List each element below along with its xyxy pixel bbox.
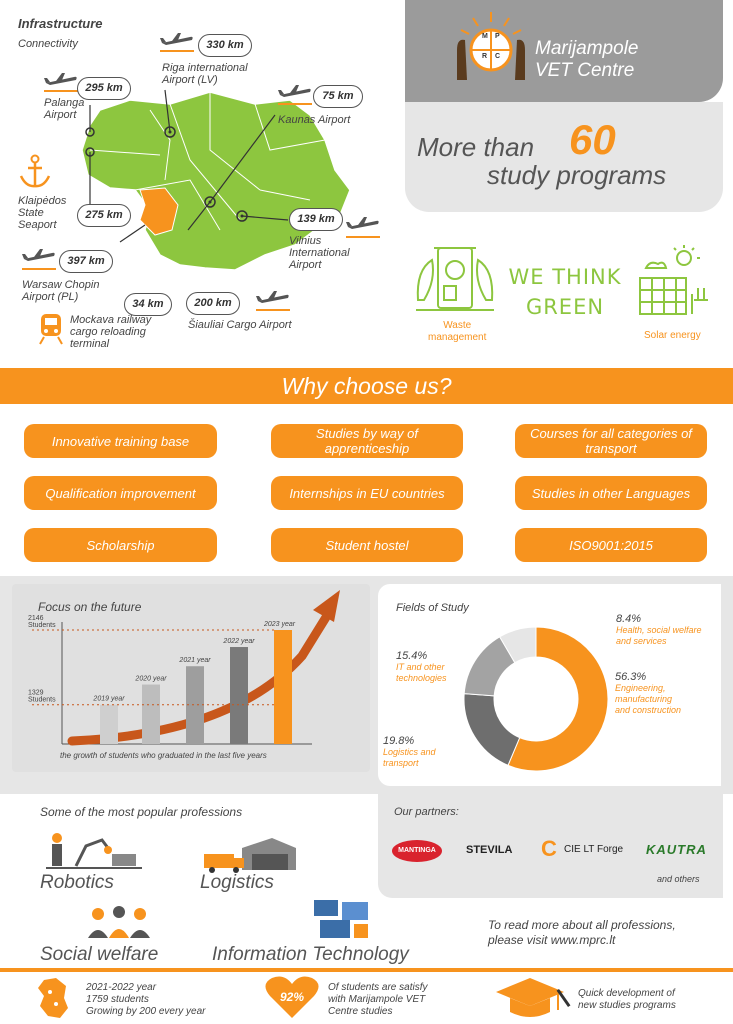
map-silhouette-icon <box>36 976 70 1020</box>
ref-label-1: Students <box>28 622 56 629</box>
bar-chart <box>12 584 370 772</box>
bar-5 <box>274 630 292 744</box>
bar-4 <box>230 647 248 744</box>
bar-label-3: 2021 year <box>179 657 211 665</box>
slice-label-health: 8.4% Health, social welfare and services <box>616 613 702 646</box>
waste-label: Waste management <box>428 320 487 343</box>
klaipeda-label: Klaipėdos State Seaport <box>18 195 67 231</box>
palanga-distance: 295 km <box>77 77 131 100</box>
programs-panel <box>405 102 723 212</box>
mockava-label: Mockava railway cargo reloading terminal <box>70 314 152 350</box>
slice-label-logistics: 19.8% Logistics and transport <box>383 735 436 768</box>
partner-cie-logo: CIE LT Forge <box>564 844 624 855</box>
why-title: Why choose us? <box>281 373 452 399</box>
riga-label: Riga international Airport (LV) <box>162 62 248 86</box>
bar-label-2: 2020 year <box>135 675 167 683</box>
donut-slice-2 <box>464 694 520 766</box>
logo-letter-m: M <box>482 33 488 40</box>
profession-it: Information Technology <box>212 944 409 965</box>
header-banner <box>405 0 723 102</box>
partners-title: Our partners: <box>394 806 459 818</box>
feature-qualification: Qualification improvement <box>24 476 217 510</box>
bar-1 <box>100 705 118 744</box>
feature-iso: ISO9001:2015 <box>515 528 707 562</box>
palanga-label: Palanga Airport <box>44 97 85 121</box>
siauliai-plane-icon <box>256 290 290 306</box>
bar-chart-xlabel: the growth of students who graduated in the last five years <box>60 751 267 760</box>
kaunas-plane-icon <box>278 84 312 100</box>
slice-label-engineering: 56.3% Engineering, manufacturing and construction <box>615 671 682 715</box>
social-welfare-icon <box>84 904 154 942</box>
kaunas-distance: 75 km <box>313 85 363 108</box>
programs-count: 60 <box>569 116 616 163</box>
growth-arrow-head <box>313 590 340 622</box>
ref-label-2: Students <box>28 696 56 704</box>
solar-energy-icon <box>636 244 712 322</box>
feature-languages: Studies in other Languages <box>515 476 707 510</box>
footer-divider <box>0 968 733 972</box>
feature-transport-courses: Courses for all categories of transport <box>515 424 707 458</box>
read-more-text: To read more about all professions, please visit www.mprc.lt <box>488 918 676 947</box>
profession-logistics: Logistics <box>200 872 274 893</box>
satisfaction-text: Of students are satisfy with Marijampole VET Centre studies <box>328 982 428 1017</box>
siauliai-distance: 200 km <box>186 292 240 315</box>
warsaw-label: Warsaw Chopin Airport (PL) <box>22 279 100 303</box>
vilnius-distance: 139 km <box>289 208 343 231</box>
warsaw-plane-icon <box>22 248 56 264</box>
feature-innovative-training: Innovative training base <box>24 424 217 458</box>
train-icon <box>38 313 64 345</box>
logo-letter-p: P <box>495 33 500 40</box>
logo-icon <box>453 10 529 82</box>
more-than-label: More than <box>417 132 535 162</box>
kaunas-label: Kaunas Airport <box>278 114 351 126</box>
logistics-icon <box>202 834 298 874</box>
riga-plane-icon <box>160 32 194 48</box>
bar-chart-panel <box>12 584 370 772</box>
professions-title: Some of the most popular professions <box>40 805 243 819</box>
profession-social-welfare: Social welfare <box>40 944 159 965</box>
feature-scholarship: Scholarship <box>24 528 217 562</box>
feature-internships: Internships in EU countries <box>271 476 463 510</box>
partner-mantinga-logo: MANTINGA <box>392 840 442 862</box>
students-stats: 2021-2022 year 1759 students Growing by 200 every year <box>86 982 206 1017</box>
waste-management-icon <box>414 240 496 318</box>
logo-letter-c: C <box>495 53 501 60</box>
partner-cie-icon: C <box>541 836 557 861</box>
bar-label-4: 2022 year <box>223 638 255 646</box>
robotics-icon <box>46 826 142 872</box>
graduation-cap-icon <box>494 976 566 1022</box>
programs-label: study programs <box>487 160 667 190</box>
vilnius-plane-icon <box>346 216 380 232</box>
infra-title: Infrastructure <box>18 16 103 31</box>
donut-chart <box>462 624 610 774</box>
ref-label-1: 2146 <box>28 615 44 622</box>
infra-subtitle: Connectivity <box>18 38 78 50</box>
partners-panel <box>378 794 723 898</box>
think-green-text: WE THINK GREEN <box>508 265 622 319</box>
satisfaction-percent: 92% <box>279 990 305 1004</box>
partner-kautra-logo: KAUTRA <box>646 842 707 857</box>
ref-label-2: 1329 <box>28 689 44 697</box>
klaipeda-distance: 275 km <box>77 204 131 227</box>
profession-robotics: Robotics <box>40 872 114 893</box>
why-section <box>0 404 733 576</box>
pie-chart-title: Fields of Study <box>396 602 469 614</box>
feature-apprenticeship: Studies by way of apprenticeship <box>271 424 463 458</box>
partners-others: and others <box>657 874 700 884</box>
partner-stevila-logo: STEVILA <box>466 844 513 856</box>
institution-title: Marijampole VET Centre <box>535 38 639 81</box>
vilnius-label: Vilnius International Airport <box>289 235 350 271</box>
slice-label-it: 15.4% IT and other technologies <box>396 650 447 683</box>
mockava-distance: 34 km <box>124 293 172 316</box>
feature-hostel: Student hostel <box>271 528 463 562</box>
bar-label-5: 2023 year <box>264 621 296 628</box>
quick-development-text: Quick development of new studies programs <box>578 988 676 1011</box>
siauliai-label: Šiauliai Cargo Airport <box>188 319 292 331</box>
bar-chart-title: Focus on the future <box>38 600 142 614</box>
why-banner <box>0 368 733 404</box>
pie-chart-panel <box>378 584 721 786</box>
bar-label-1: 2019 year <box>93 695 125 703</box>
bar-2 <box>142 685 160 744</box>
warsaw-distance: 397 km <box>59 250 113 273</box>
information-technology-icon <box>312 898 372 944</box>
anchor-icon <box>18 154 52 190</box>
logo-letter-r: R <box>482 53 488 60</box>
solar-label: Solar energy <box>644 330 701 341</box>
palanga-plane-icon <box>44 72 78 88</box>
riga-distance: 330 km <box>198 34 252 57</box>
